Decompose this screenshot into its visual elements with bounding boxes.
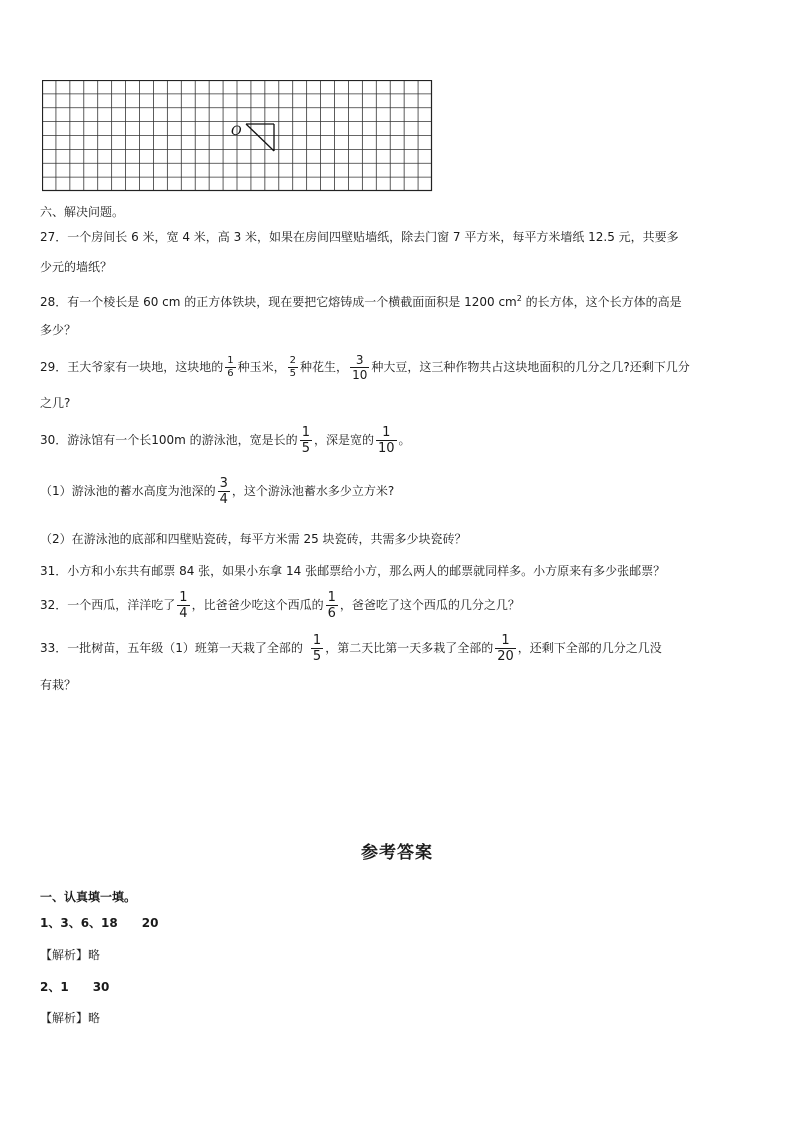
fraction-numerator: 2 [289, 355, 297, 366]
fraction-numerator: 1 [312, 633, 322, 648]
q32-fraction-1 [177, 591, 189, 620]
fraction-denominator: 5 [289, 368, 297, 379]
q30-sub1-fraction [218, 477, 230, 506]
answers-title: 参考答案 [361, 843, 433, 863]
q31-text: 31．小方和小东共有邮票 84 张，如果小东拿 14 张邮票给小方，那么两人的邮票就同样多。小方原来有多少张邮票？ [40, 564, 666, 578]
fraction-numerator: 3 [219, 476, 228, 491]
q30-text-1: 30．游泳馆有一个长100m 的游泳池，宽是长的 [40, 433, 298, 447]
grid-figure [42, 80, 434, 195]
q29-line1 [40, 352, 690, 382]
q29-fraction-1 [225, 356, 235, 379]
origin-label: O [231, 124, 242, 139]
q29-fraction-2 [288, 356, 298, 379]
q29-line2: 之几? [40, 396, 71, 410]
fraction-numerator: 1 [501, 633, 510, 648]
fraction-numerator: 1 [382, 425, 391, 440]
q33-line1 [40, 629, 662, 667]
q32-line [40, 586, 520, 624]
q33-fraction-2 [495, 634, 516, 663]
q30-line1 [40, 421, 411, 459]
q33-fraction-1 [311, 634, 323, 663]
fraction-denominator: 6 [227, 368, 234, 379]
grid-svg [42, 80, 434, 192]
fraction-denominator: 10 [352, 368, 368, 382]
answers-section-title: 一、认真填一填。 [40, 890, 137, 904]
fraction-denominator: 4 [219, 492, 228, 507]
fraction-numerator: 3 [355, 353, 364, 367]
q29-text-4: 种大豆，这三种作物共占这块地面积的几分之几?还剩下几分 [371, 360, 690, 374]
q29-text-1: 29．王大爷家有一块地，这块地的 [40, 360, 224, 374]
fraction-denominator: 5 [312, 649, 322, 664]
q27-line2: 少元的墙纸？ [40, 260, 113, 274]
fraction-denominator: 5 [301, 441, 310, 456]
answer-2: 2、1 30 [40, 980, 110, 994]
fraction-numerator: 1 [227, 355, 234, 366]
q29-text-2: 种玉米， [237, 360, 286, 374]
fraction-numerator: 1 [327, 590, 336, 605]
q28-line2: 多少？ [40, 323, 77, 337]
fraction-numerator: 1 [179, 590, 188, 605]
answer-2-note: 【解析】略 [40, 1011, 101, 1025]
q32-text-2: ，比爸爸少吃这个西瓜的 [191, 598, 324, 612]
q30-fraction-2 [376, 426, 397, 455]
q29-text-3: 种花生， [300, 360, 349, 374]
q32-fraction-2 [326, 591, 338, 620]
q30-sub1 [40, 472, 394, 510]
answer-1: 1、3、6、18 20 [40, 916, 159, 930]
q33-text-2: ，第二天比第一天多栽了全部的 [325, 641, 494, 655]
q28-text-a: 28．有一个棱长是 60 cm 的正方体铁块，现在要把它熔铸成一个横截面面积是 1200 cm [40, 295, 517, 309]
q30-sub2: （2）在游泳池的底部和四壁贴瓷砖，每平方米需 25 块瓷砖，共需多少块瓷砖？ [40, 532, 467, 546]
q30-sub1-text-b: ，这个游泳池蓄水多少立方米? [231, 484, 395, 498]
q29-fraction-3 [350, 354, 369, 381]
fraction-denominator: 6 [327, 606, 336, 621]
fraction-denominator: 20 [497, 649, 514, 664]
q28-superscript: 2 [516, 294, 522, 303]
section-title: 六、解决问题。 [40, 205, 125, 219]
q33-text-1: 33．一批树苗，五年级（1）班第一天栽了全部的 [40, 641, 303, 655]
fraction-denominator: 10 [377, 441, 395, 456]
q30-text-2: ，深是宽的 [313, 433, 374, 447]
q32-text-1: 32．一个西瓜，洋洋吃了 [40, 598, 176, 612]
q33-line2: 有栽？ [40, 678, 77, 692]
q30-fraction-1 [300, 426, 312, 455]
q33-text-3: ，还剩下全部的几分之几没 [517, 641, 662, 655]
q28-line1 [40, 290, 682, 311]
fraction-denominator: 4 [179, 606, 188, 621]
q30-text-3: 。 [398, 433, 411, 447]
fraction-numerator: 1 [301, 425, 310, 440]
triangle-shape [246, 124, 274, 151]
q30-sub1-text-a: （1）游泳池的蓄水高度为池深的 [40, 484, 216, 498]
q32-text-3: ，爸爸吃了这个西瓜的几分之几？ [339, 598, 520, 612]
q28-text-b: 的长方体，这个长方体的高是 [521, 295, 682, 309]
q27-line1: 27．一个房间长 6 米，宽 4 米，高 3 米，如果在房间四壁贴墙纸，除去门窗 7 平方米，每平方米墙纸 12.5 元，共要多 [40, 230, 679, 244]
answer-1-note: 【解析】略 [40, 948, 101, 962]
